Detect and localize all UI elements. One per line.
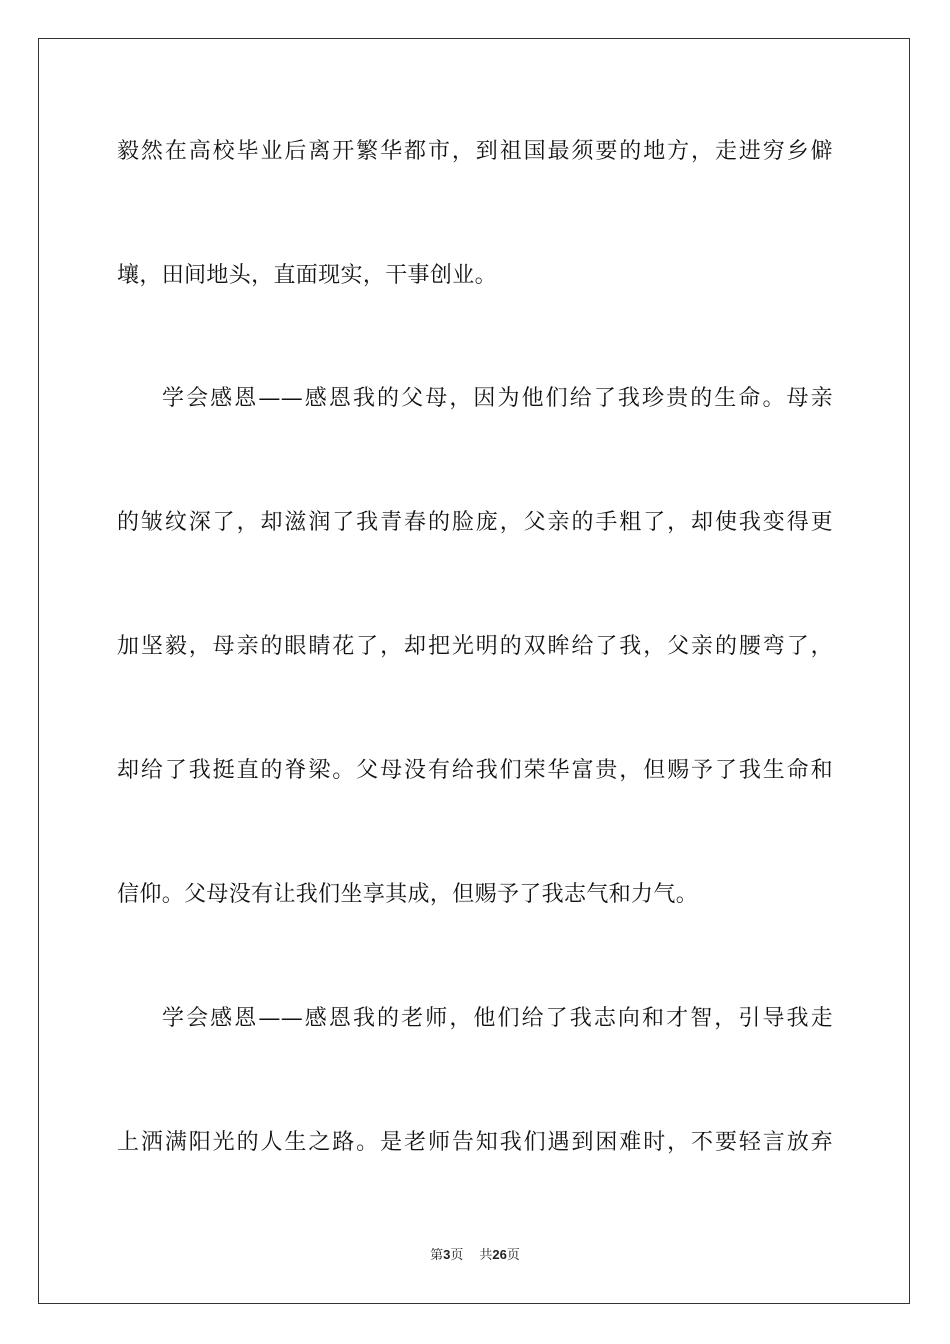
page-prefix: 第	[430, 1248, 444, 1263]
body-line-6: 却给了我挺直的脊梁。父母没有给我们荣华富贵，但赐予了我生命和	[117, 758, 833, 783]
total-prefix: 共	[479, 1248, 493, 1263]
page-border	[38, 38, 910, 1304]
page-number: 3	[443, 1247, 451, 1262]
body-line-1: 毅然在高校毕业后离开繁华都市，到祖国最须要的地方，走进穷乡僻	[117, 139, 833, 164]
page-footer	[0, 1246, 950, 1265]
body-line-4: 的皱纹深了，却滋润了我青春的脸庞，父亲的手粗了，却使我变得更	[117, 510, 833, 535]
body-line-5: 加坚毅，母亲的眼睛花了，却把光明的双眸给了我，父亲的腰弯了，	[117, 634, 833, 659]
body-line-3: 学会感恩——感恩我的父母，因为他们给了我珍贵的生命。母亲	[162, 386, 833, 411]
page-suffix: 页	[450, 1248, 464, 1263]
body-line-9: 上洒满阳光的人生之路。是老师告知我们遇到困难时，不要轻言放弃	[117, 1130, 833, 1155]
body-line-8: 学会感恩——感恩我的老师，他们给了我志向和才智，引导我走	[162, 1006, 833, 1031]
body-line-2: 壤，田间地头，直面现实，干事创业。	[117, 263, 497, 288]
total-suffix: 页	[506, 1248, 520, 1263]
total-pages: 26	[492, 1247, 507, 1262]
body-line-7: 信仰。父母没有让我们坐享其成，但赐予了我志气和力气。	[117, 882, 699, 907]
